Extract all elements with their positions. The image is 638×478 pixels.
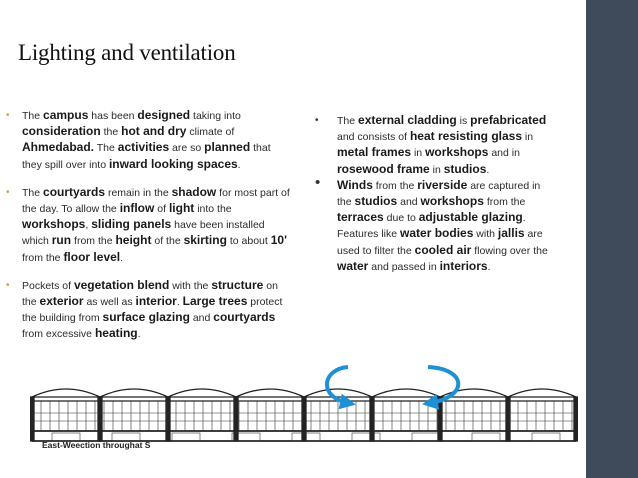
right-bullet-2: • Winds from the riverside are captured in the studios and workshops from the terraces due to adjustable glazing. Features like water bodies with jallis are used to filter the cooled air flowing over the water and passed in interiors.: [315, 173, 548, 273]
right-sidebar-panel: [586, 0, 638, 478]
left-bullet-2: • The courtyards remain in the shadow for most part of the day. To allow the inflow of light into the workshops, sliding panels have been installed which run from the height of the skirting to about 10' from the floor level.: [6, 184, 290, 264]
slide-title: Lighting and ventilation: [18, 40, 236, 65]
right-text-column: [313, 113, 557, 275]
drawing-caption: East-Weection throughat S: [42, 440, 151, 450]
bullet-icon: •: [6, 186, 10, 198]
bullet-icon: •: [315, 173, 321, 191]
bullet-icon: •: [6, 279, 10, 291]
left-bullet-1: • The campus has been designed taking into consideration the hot and dry climate of Ahmedabad. The activities are so planned that they spill over into inward looking spaces.: [6, 108, 271, 171]
left-text-column: [6, 108, 290, 355]
bullet-icon: •: [315, 115, 319, 126]
left-bullet-3: • Pockets of vegetation blend with the structure on the exterior as well as interior. Large trees protect the building from surface glazing and courtyards from excessive heating.: [6, 277, 283, 341]
bullet-icon: •: [6, 110, 10, 121]
right-bullet-1: • The external cladding is prefabricated and consists of heat resisting glass in metal frames in workshops and in rosewood frame in studios.: [315, 113, 547, 176]
